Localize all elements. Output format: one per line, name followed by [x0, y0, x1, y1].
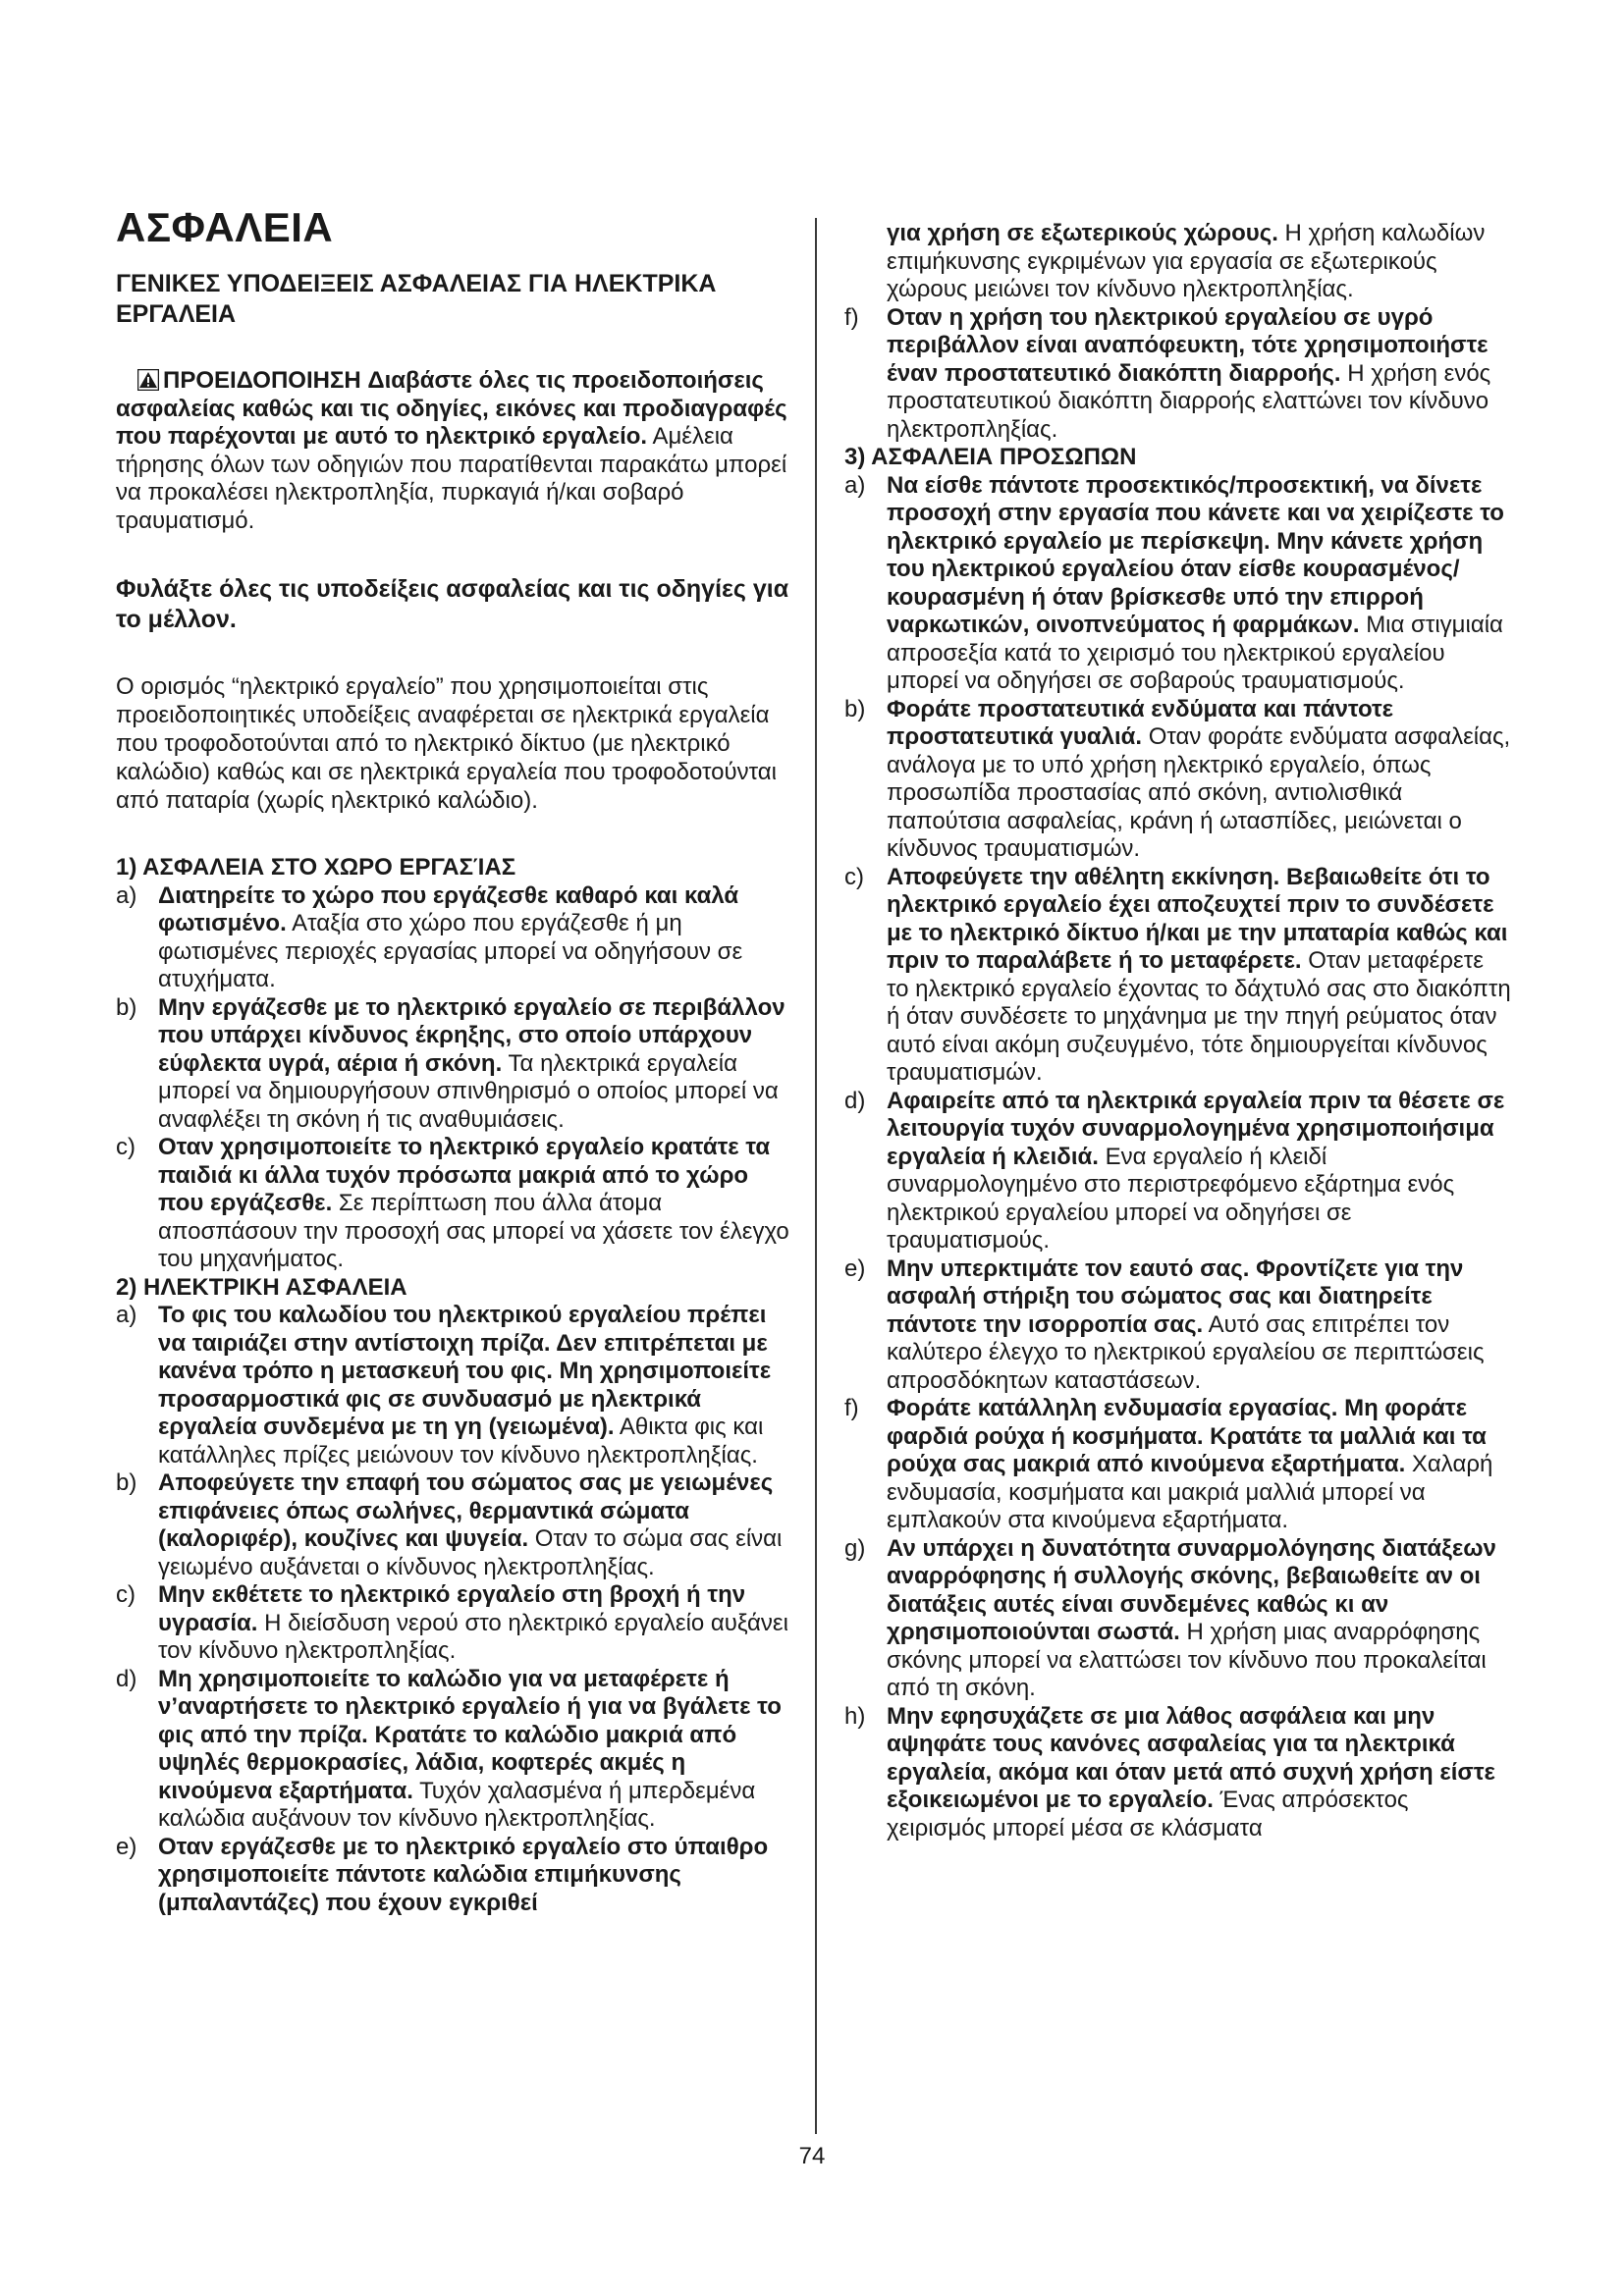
list-item: a) Διατηρείτε το χώρο που εργάζεσθε καθαρό και καλά φωτισμένο. Αταξία στο χώρο που εργάζεσθε ή μη φωτισμένες περιοχές εργασίας μπορεί να οδηγήσουν σε ατυχήματα.	[116, 881, 743, 992]
list-item: b) Φοράτε προστατευτικά ενδύματα και πάντοτε προστατευτικά γυαλιά. Οταν φοράτε ενδύματα ασφαλείας, ανάλογα με το υπό χρήση ηλεκτρικό εργαλείο, όπως προσωπίδα προστασίας από σκόνη, αντιολισθικά παπούτσια ασφαλείας, κράνη ή ωτασπίδες, μειώνεται ο κίνδυνος τραυματισμών.	[844, 695, 1511, 862]
list-item: g) Αν υπάρχει η δυνατότητα συναρμολόγησης διατάξεων αναρρόφησης ή συλλογής σκόνης, βεβαιωθείτε αν οι διατάξεις αυτές είναι συνδεμένες καθώς κι αν χρησιμοποιούνται σωστά. Η χρήση μιας αναρρόφησης σκόνης μπορεί να ελαττώσει τον κίνδυνο που προκαλείται από τη σκόνη.	[844, 1534, 1496, 1701]
warning-triangle-icon	[137, 369, 159, 391]
warning-text: Αμέλεια τήρησης όλων των οδηγιών που παρατίθενται παρακάτω μπορεί να προκαλέσει ηλεκτροπληξία, πυρκαγιά ή/και σοβαρό τραυματισμό.	[116, 423, 787, 534]
page-title: ΑΣΦΑΛΕΙΑ	[116, 204, 334, 250]
list-item: c) Αποφεύγετε την αθέλητη εκκίνηση. Βεβαιωθείτε ότι το ηλεκτρικό εργαλείο έχει αποζευχτεί πριν το συνδέσετε με το ηλεκτρικό δίκτυο ή/και με την μπαταρία καθώς και πριν το παραλάβετε ή το μεταφέρετε. Οταν μεταφέρετε το ηλεκτρικό εργαλείο έχοντας το δάχτυλό σας στο διακόπτη ή όταν συνδέσετε το μηχάνημα με την πηγή ρεύματος όταν αυτό είναι ακόμη συζευγμένο, τότε δημιουργείται κίνδυνος τραυματισμών.	[844, 863, 1511, 1086]
column-divider	[815, 218, 817, 2134]
continued-item-e: για χρήση σε εξωτερικούς χώρους. Η χρήση καλωδίων επιμήκυνσης εγκριμένων για εργασία σε εξωτερικούς χώρους μειώνει τον κίνδυνο ηλεκτροπληξίας.	[887, 220, 1486, 302]
list-item: c) Μην εκθέτετε το ηλεκτρικό εργαλείο στη βροχή ή την υγρασία. Η διείσδυση νερού στο ηλεκτρικό εργαλείο αυξάνει τον κίνδυνο ηλεκτροπληξίας.	[116, 1581, 788, 1664]
list-item: f) Φοράτε κατάλληλη ενδυμασία εργασίας. Μη φοράτε φαρδιά ρούχα ή κοσμήματα. Κρατάτε τα μαλλιά και τα ρούχα σας μακριά από κινούμενα εξαρτήματα. Χαλαρή ενδυμασία, κοσμήματα και μακριά μαλλιά μπορεί να εμπλακούν στα κινούμενα εξαρτήματα.	[844, 1395, 1493, 1533]
list-item: a) Να είσθε πάντοτε προσεκτικός/προσεκτική, να δίνετε προσοχή στην εργασία που κάνετε και να χειρίζεστε το ηλεκτρικό εργαλείο με περίσκεψη. Μην κάνετε χρήση του ηλεκτρικού εργαλείου όταν είσθε κουρασμένος/κουρασμένη ή όταν βρίσκεσθε υπό την επιρροή ναρκωτικών, οινοπνεύματος ή φαρμάκων. Μια στιγμιαία απροσεξία κατά το χειρισμό του ηλεκτρικού εργαλείου μπορεί να οδηγήσει σε σοβαρούς τραυματισμούς.	[844, 471, 1504, 694]
warning-bold-text: Διαβάστε όλες τις προειδοποιήσεις ασφαλείας καθώς και τις οδηγίες, εικόνες και προδιαγραφές που παρέχονται με αυτό το ηλεκτρικό εργαλείο.	[116, 367, 787, 450]
left-column	[116, 204, 795, 1917]
list-item: a) Το φις του καλωδίου του ηλεκτρικού εργαλείου πρέπει να ταιριάζει στην αντίστοιχη πρίζα. Δεν επιτρέπεται με κανένα τρόπο η μετασκευή του φις. Μη χρησιμοποιείτε προσαρμοστικά φις σε συνδυασμό με ηλεκτρικά εργαλεία συνδεμένα με τη γη (γειωμένα). Αθικτα φις και κατάλληλες πρίζες μειώνουν τον κίνδυνο ηλεκτροπληξίας.	[116, 1302, 772, 1468]
section-heading-personal: 3) ΑΣΦΑΛΕΙΑ ΠΡΟΣΩΠΩΝ	[844, 444, 1137, 470]
section-heading-work-area: 1) ΑΣΦΑΛΕΙΑ ΣΤΟ ΧΩΡΟ ΕΡΓΑΣΊΑΣ	[116, 854, 516, 881]
warning-label: ΠΡΟΕΙΔΟΠΟΙΗΣΗ	[163, 367, 361, 394]
page-number: 74	[798, 2143, 826, 2169]
right-column	[844, 220, 1512, 1842]
list-item: c) Οταν χρησιμοποιείτε το ηλεκτρικό εργαλείο κρατάτε τα παιδιά κι άλλα τυχόν πρόσωπα μακριά από το χώρο που εργάζεσθε. Σε περίπτωση που άλλα άτομα αποσπάσουν την προσοχή σας μπορεί να χάσετε τον έλεγχο του μηχανήματος.	[116, 1134, 789, 1272]
list-item: e) Μην υπερκτιμάτε τον εαυτό σας. Φροντίζετε για την ασφαλή στήριξη του σώματος σας και διατηρείτε πάντοτε την ισορροπία σας. Αυτό σας επιτρέπει τον καλύτερο έλεγχο το ηλεκτρικού εργαλείου σε περιπτώσεις απροσδόκητων καταστάσεων.	[844, 1255, 1485, 1394]
list-item: d) Αφαιρείτε από τα ηλεκτρικά εργαλεία πριν τα θέσετε σε λειτουργία τυχόν συναρμολογημένα χρησιμοποιήσιμα εργαλεία ή κλειδιά. Ενα εργαλείο ή κλειδί συναρμολογημένο στο περιστρεφόμενο εξάρτημα ενός ηλεκτρικού εργαλείου μπορεί να οδηγήσει σε τραυματισμούς.	[844, 1087, 1505, 1254]
list-item: b) Μην εργάζεσθε με το ηλεκτρικό εργαλείο σε περιβάλλον που υπάρχει κίνδυνος έκρηξης, στο οποίο υπάρχουν εύφλεκτα υγρά, αέρια ή σκόνη. Τα ηλεκτρικά εργαλεία μπορεί να δημιουργήσουν σπινθηρισμό ο οποίος μπορεί να αναφλέξει τη σκόνη ή τις αναθυμιάσεις.	[116, 993, 785, 1133]
section-heading-electrical: 2) ΗΛΕΚΤΡΙΚΗ ΑΣΦΑΛΕΙΑ	[116, 1273, 407, 1301]
list-item: d) Μη χρησιμοποιείτε το καλώδιο για να μεταφέρετε ή ν’αναρτήσετε το ηλεκτρικό εργαλείο ή για να βγάλετε το φις από την πρίζα. Κρατάτε το καλώδιο μακριά από υψηλές θερμοκρασίες, λάδια, κοφτερές ακμές η κινούμενα εξαρτήματα. Τυχόν χαλασμένα ή μπερδεμένα καλώδια αυξάνουν τον κίνδυνο ηλεκτροπληξίας.	[116, 1665, 782, 1832]
list-item: h) Μην εφησυχάζετε σε μια λάθος ασφάλεια και μην αψηφάτε τους κανόνες ασφαλείας για τα ηλεκτρικά εργαλεία, ακόμα και όταν μετά από συχνή χρήση είστε εξοικειωμένοι με το εργαλείο. Ένας απρόσεκτος χειρισμός μπορεί μέσα σε κλάσματα	[844, 1702, 1495, 1842]
list-item: e) Οταν εργάζεσθε με το ηλεκτρικό εργαλείο στο ύπαιθρο χρησιμοποιείτε πάντοτε καλώδια επιμήκυνσης (μπαλαντάζες) που έχουν εγκριθεί	[116, 1833, 769, 1916]
general-safety-subtitle: ΓΕΝΙΚΕΣ ΥΠΟΔΕΙΞΕΙΣ ΑΣΦΑΛΕΙΑΣ ΓΙΑ ΗΛΕΚΤΡΙΚΑ ΕΡΓΑΛΕΙΑ	[116, 270, 717, 328]
list-item: b) Αποφεύγετε την επαφή του σώματος σας με γειωμένες επιφάνειες όπως σωλήνες, θερμαντικά σώματα (καλοριφέρ), κουζίνες και ψυγεία. Οταν το σώμα σας είναι γειωμένο αυξάνεται ο κίνδυνος ηλεκτροπληξίας.	[116, 1469, 783, 1580]
list-item: f) Οταν η χρήση του ηλεκτρικού εργαλείου σε υγρό περιβάλλον είναι αναπόφευκτη, τότε χρησιμοποιήστε έναν προστατευτικό διακόπτη διαρροής. Η χρήση ενός προστατευτικού διακόπτη διαρροής ελαττώνει τον κίνδυνο ηλεκτροπληξίας.	[844, 303, 1491, 443]
keep-instructions: Φυλάξτε όλες τις υποδείξεις ασφαλείας και τις οδηγίες για το μέλλον.	[116, 575, 789, 633]
definition-paragraph: Ο ορισμός “ηλεκτρικό εργαλείο” που χρησιμοποιείται στις προειδοποιητικές υποδείξεις αναφέρεται σε ηλεκτρικά εργαλεία που τροφοδοτούνται από το ηλεκτρικό δίκτυο (με ηλεκτρικό καλώδιο) καθώς και σε ηλεκτρικά εργαλεία που τροφοδοτούνται από παταρία (χωρίς ηλεκτρικό καλώδιο).	[116, 673, 777, 814]
warning-paragraph	[116, 367, 795, 535]
